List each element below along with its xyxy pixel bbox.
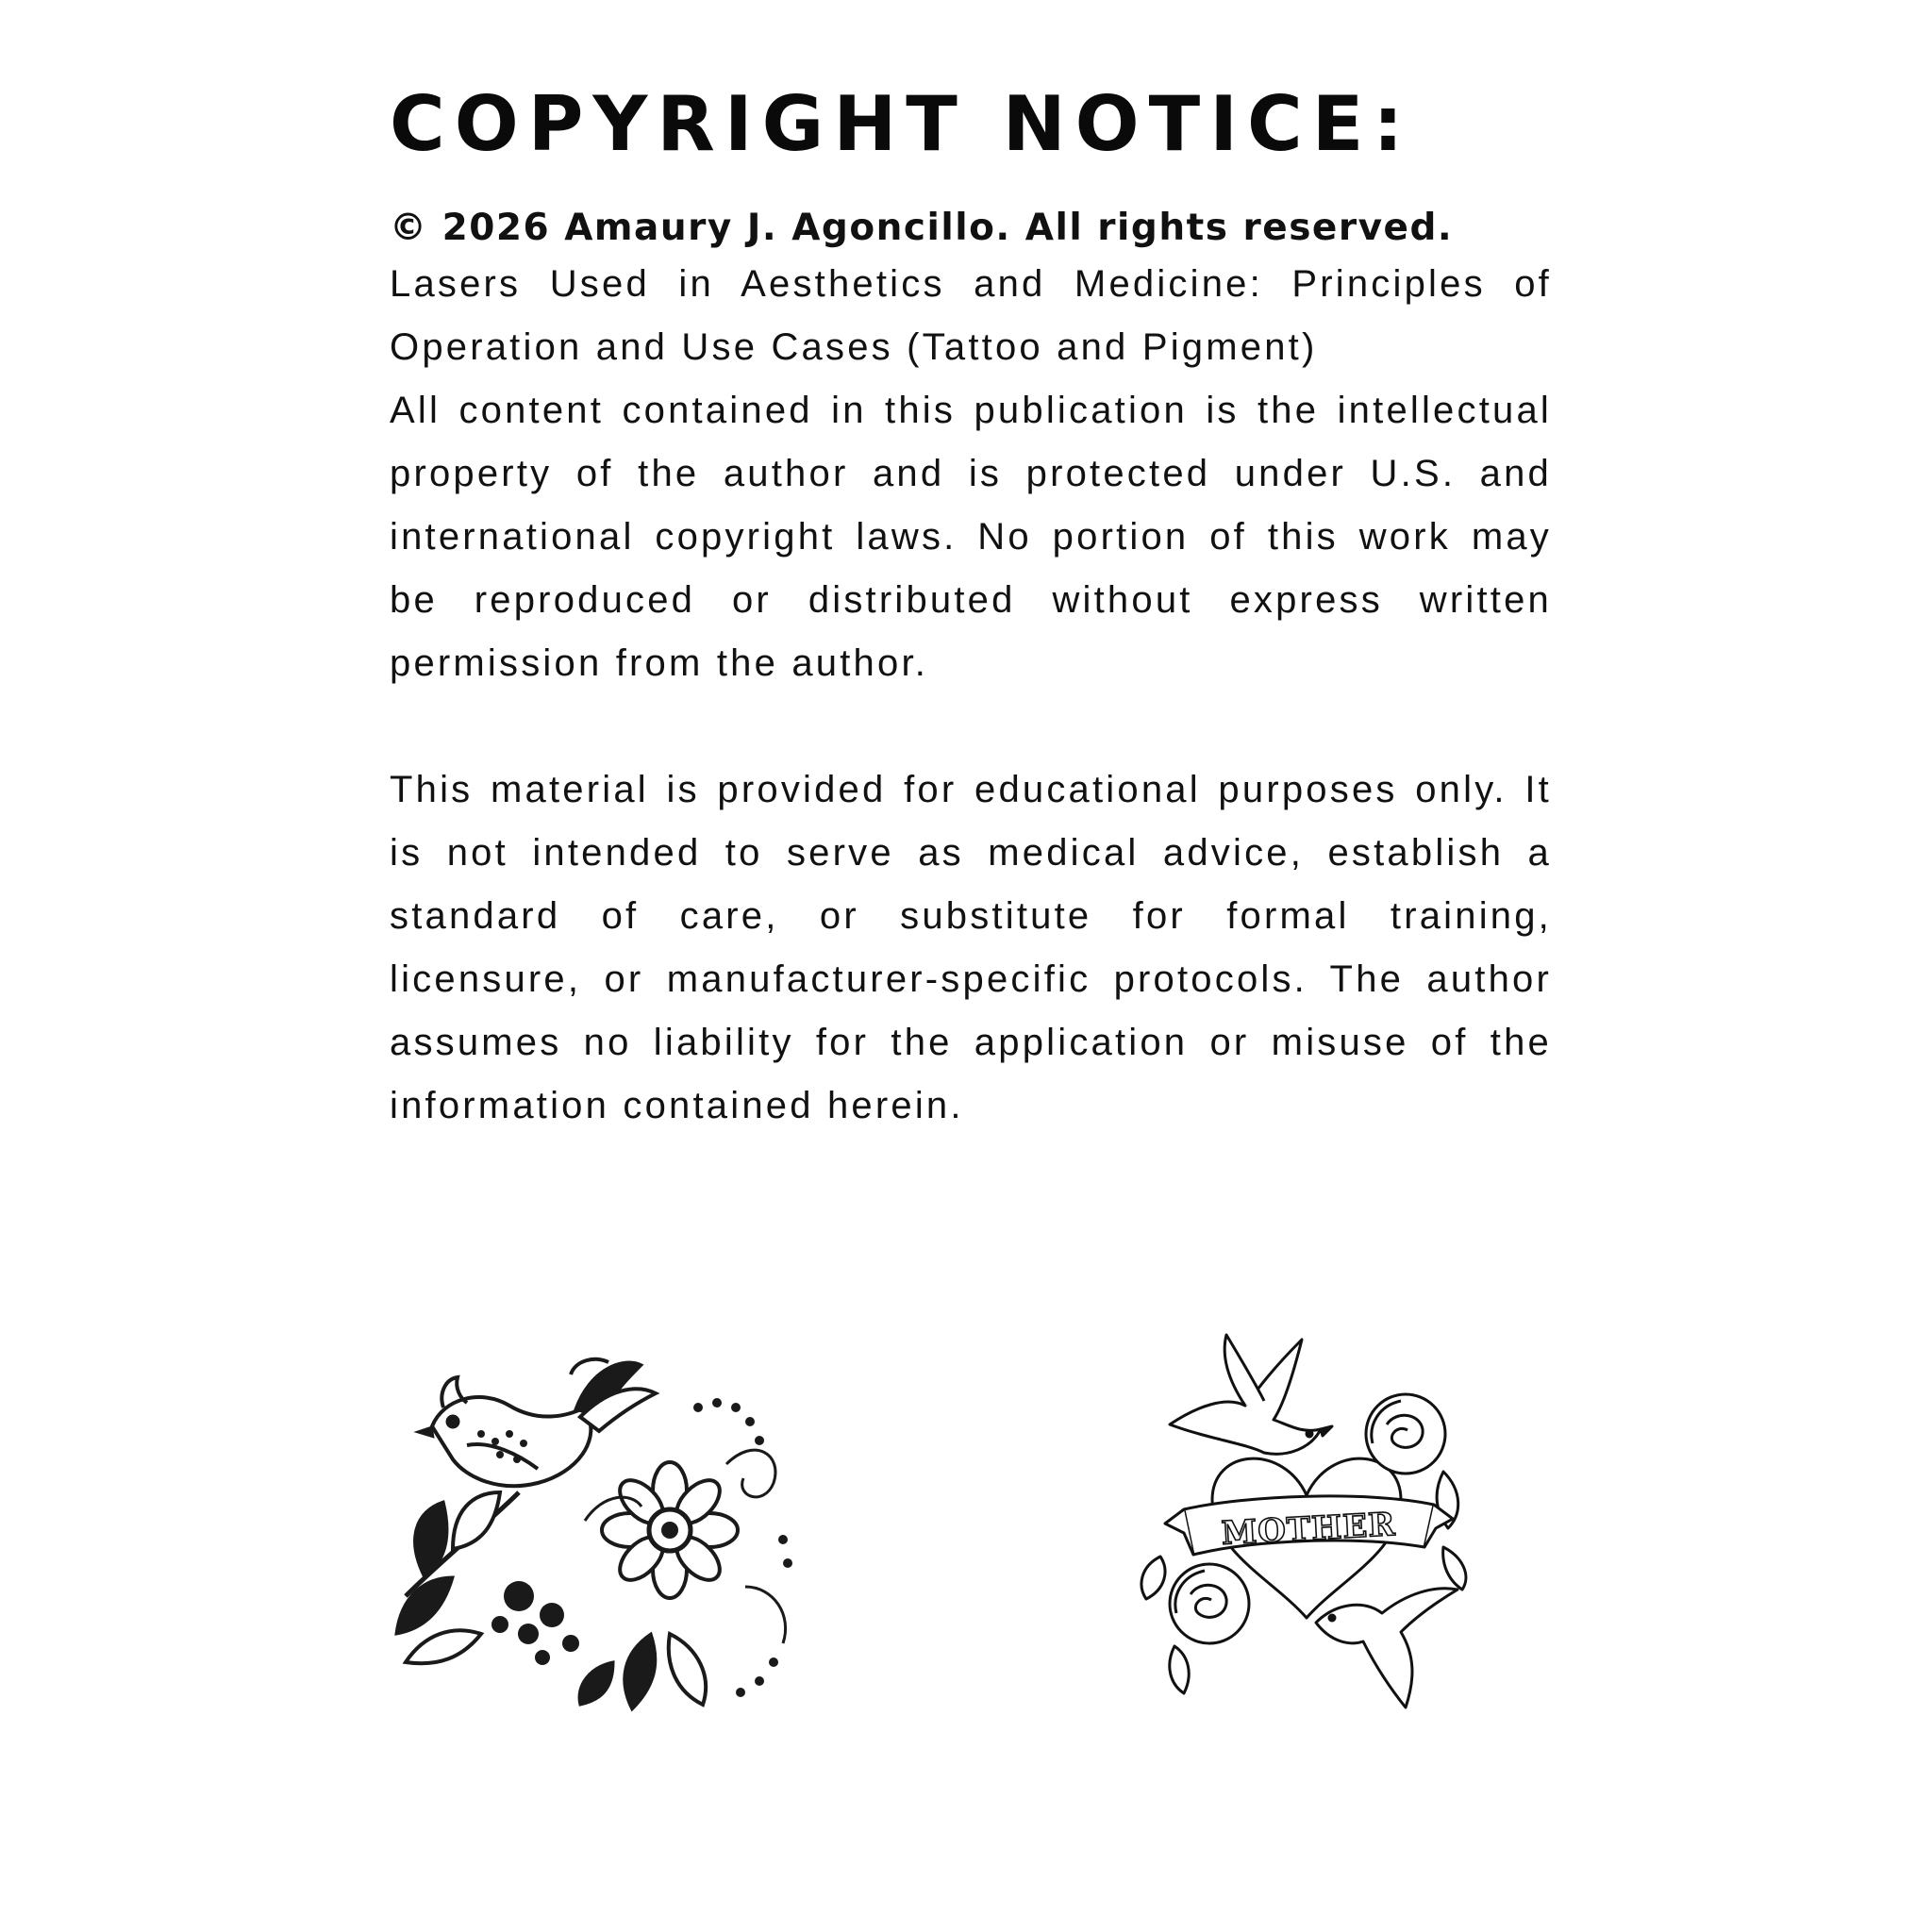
book-title: Lasers Used in Aesthetics and Medicine: Principles of Operation and Use Cases (Tattoo and Pigment) [390,263,1552,368]
paragraph-disclaimer: This material is provided for educational purposes only. It is not intended to serve as medical advice, establish a standard of care, or substitute for formal training, licensure, or manufacturer-specific protocols. The author assumes no liability for the application or misuse of the information contained herein. [390,769,1552,1126]
copyright-page [390,77,1552,1138]
folk-bird-floral-illustration [387,1351,802,1728]
paragraph-copyright: All content contained in this publication is the intellectual property of the author and is protected under U.S. and international copyright laws. No portion of this work may be reproduced or distributed without express written permission from the author. [390,390,1552,684]
swallows-heart-roses-tattoo-illustration [1132,1330,1481,1726]
rights-line: © 2026 Amaury J. Agoncillo. All rights reserved. [390,207,1454,249]
banner-text: MOTHER [1220,1506,1397,1553]
page-title: COPYRIGHT NOTICE: [390,80,1413,168]
